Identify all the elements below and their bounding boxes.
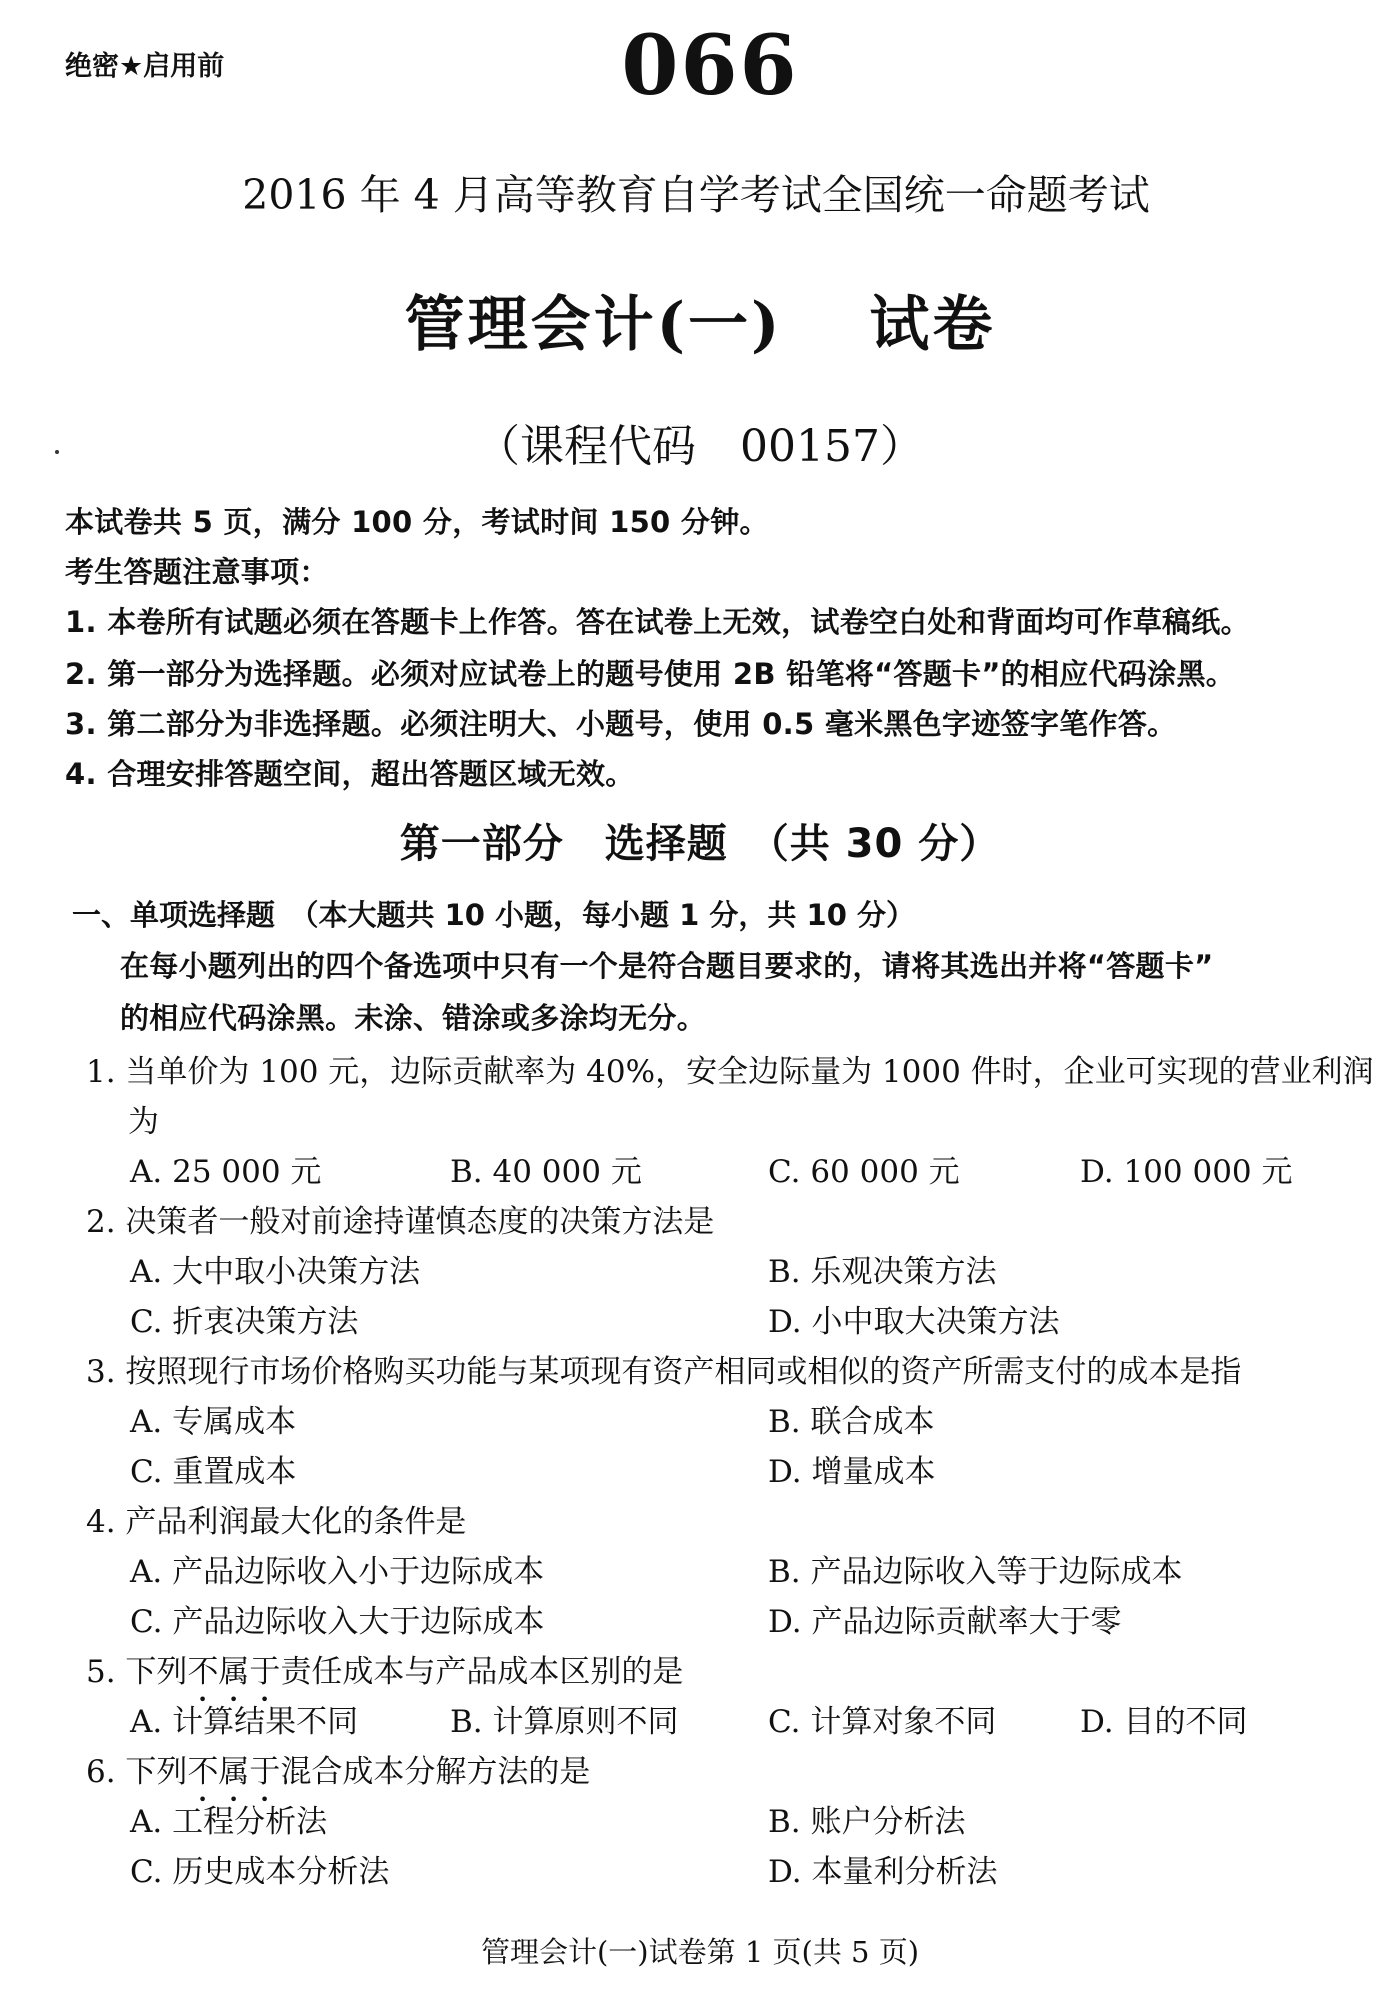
question-stem: 1. 当单价为 100 元，边际贡献率为 40%，安全边际量为 1000 件时，企业可实现的营业利润 [86, 1054, 1374, 1090]
option-d: D. 增量成本 [768, 1454, 936, 1490]
option-d: D. 小中取大决策方法 [768, 1304, 1060, 1340]
option-a: A. 产品边际收入小于边际成本 [130, 1554, 545, 1590]
question-stem-start: 6. 下列 [86, 1754, 188, 1790]
question-stem-start: 5. 下列 [86, 1654, 188, 1690]
course-code: （课程代码 00157） [476, 421, 924, 472]
emphasis-dots: 不属于 [187, 1754, 281, 1790]
option-a: A. 工程分析法 [130, 1804, 328, 1840]
instruction-item: 2. 第一部分为选择题。必须对应试卷上的题号使用 2B 铅笔将“答题卡”的相应代码涂黑。 [65, 657, 1236, 691]
option-c: C. 产品边际收入大于边际成本 [130, 1604, 545, 1640]
section-title: 一、单项选择题 （本大题共 10 小题，每小题 1 分，共 10 分） [72, 898, 915, 932]
question-stem-end: 混合成本分解方法的是 [280, 1754, 591, 1790]
page-footer: 管理会计(一)试卷第 1 页(共 5 页) [480, 1935, 920, 1969]
option-b: B. 40 000 元 [450, 1154, 642, 1190]
emphasis-dots: 不属于 [187, 1654, 281, 1690]
option-b: B. 乐观决策方法 [768, 1254, 997, 1290]
confidential-label: 绝密★启用前 [65, 51, 225, 82]
paper-code: 066 [621, 18, 799, 114]
option-a: A. 计算结果不同 [130, 1704, 359, 1740]
option-d: D. 100 000 元 [1080, 1154, 1293, 1190]
option-b: B. 账户分析法 [768, 1804, 966, 1840]
option-a: A. 专属成本 [130, 1404, 297, 1440]
option-d: D. 目的不同 [1080, 1704, 1248, 1740]
question-stem-continued: 为 [128, 1104, 159, 1140]
option-b: B. 联合成本 [768, 1404, 935, 1440]
question-stem: 2. 决策者一般对前途持谨慎态度的决策方法是 [86, 1204, 715, 1240]
question-stem: 3. 按照现行市场价格购买功能与某项现有资产相同或相似的资产所需支付的成本是指 [86, 1354, 1242, 1390]
option-d: D. 本量利分析法 [768, 1854, 998, 1890]
subject-title: 管理会计(一) 试卷 [404, 290, 996, 360]
question-stem: 4. 产品利润最大化的条件是 [86, 1504, 467, 1540]
emphasized-text [187, 1654, 280, 1690]
part-one-title: 第一部分 选择题 （共 30 分） [399, 821, 1001, 867]
option-d: D. 产品边际贡献率大于零 [768, 1604, 1122, 1640]
option-c: C. 60 000 元 [768, 1154, 960, 1190]
option-a: A. 大中取小决策方法 [130, 1254, 421, 1290]
section-description: 在每小题列出的四个备选项中只有一个是符合题目要求的，请将其选出并将“答题卡” [120, 949, 1214, 983]
option-c: C. 折衷决策方法 [130, 1304, 359, 1340]
question-stem-end: 责任成本与产品成本区别的是 [280, 1654, 684, 1690]
exam-title: 2016 年 4 月高等教育自学考试全国统一命题考试 [242, 171, 1150, 219]
instruction-item: 1. 本卷所有试题必须在答题卡上作答。答在试卷上无效，试卷空白处和背面均可作草稿纸。 [65, 605, 1250, 639]
option-c: C. 计算对象不同 [768, 1704, 997, 1740]
instructions-heading: 考生答题注意事项： [65, 555, 329, 589]
exam-summary: 本试卷共 5 页，满分 100 分，考试时间 150 分钟。 [65, 505, 769, 539]
option-b: B. 产品边际收入等于边际成本 [768, 1554, 1183, 1590]
scan-speck [55, 450, 59, 454]
instruction-item: 3. 第二部分为非选择题。必须注明大、小题号，使用 0.5 毫米黑色字迹签字笔作答。 [65, 707, 1177, 741]
option-c: C. 重置成本 [130, 1454, 297, 1490]
instruction-item: 4. 合理安排答题空间，超出答题区域无效。 [65, 757, 635, 791]
option-b: B. 计算原则不同 [450, 1704, 679, 1740]
section-description: 的相应代码涂黑。未涂、错涂或多涂均无分。 [120, 1001, 707, 1035]
option-a: A. 25 000 元 [130, 1154, 322, 1190]
option-c: C. 历史成本分析法 [130, 1854, 390, 1890]
